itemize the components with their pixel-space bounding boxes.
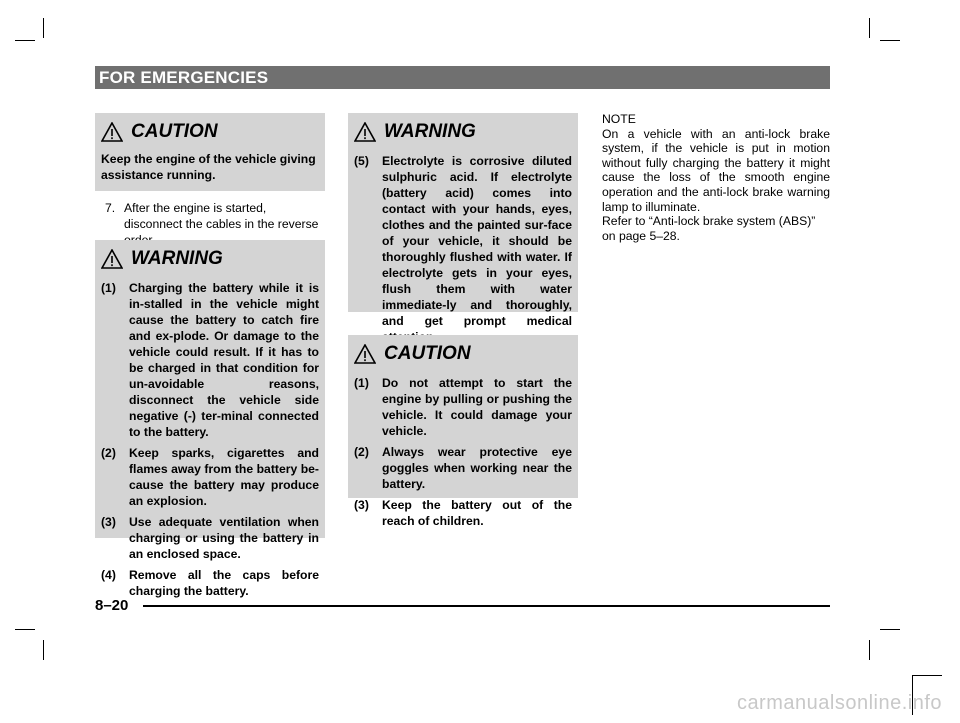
warning-list [101, 280, 319, 599]
section-title: FOR EMERGENCIES [99, 68, 269, 87]
step-number: 7. [105, 201, 116, 215]
warning-box [95, 240, 325, 598]
caution-box [95, 113, 325, 191]
footer-rule [143, 605, 830, 607]
list-item: (4) Remove all the caps before charging the battery. [101, 568, 319, 598]
section-header [95, 66, 830, 89]
crop-mark [43, 18, 44, 38]
warning-box [348, 113, 578, 328]
list-item: (3) Use adequate ventilation when charging or using the battery in an enclosed space. [101, 515, 319, 561]
warning-list [354, 153, 572, 345]
note-text: On a vehicle with an anti-lock brake system, if the vehicle is put in motion without fully charging the battery it might cause the loss of the smooth engine operation and the anti-lock brake warning lamp to illuminate. [602, 126, 830, 214]
warning-triangle-icon [101, 249, 123, 269]
list-item: (1) Charging the battery while it is in-stalled in the vehicle might cause the battery to catch fire and ex-plode. Or damage to the vehicle could result. If it has to be charged in that condition for un-avoidable reasons, disconnect the vehicle side negative (-) ter-minal connected to the battery. [101, 281, 319, 439]
crop-mark [869, 18, 870, 38]
caution-list [354, 375, 572, 529]
crop-mark [880, 629, 900, 630]
list-item: (1) Do not attempt to start the engine by pulling or pushing the vehicle. It could damage your vehicle. [354, 376, 572, 438]
step-text: After the engine is started, disconnect the cables in the reverse [124, 201, 319, 231]
crop-mark [912, 675, 942, 676]
crop-mark [15, 629, 35, 630]
page-number: 8–20 [95, 597, 129, 614]
note-block [602, 112, 830, 243]
warning-triangle-icon [354, 344, 376, 364]
list-item: (3) Keep the battery out of the reach of children. [354, 498, 572, 528]
watermark: carmanualsonline.info [736, 692, 942, 714]
warning-title: WARNING [131, 248, 223, 269]
caution-text: Keep the engine of the vehicle giving assistance running. [101, 152, 316, 182]
list-item: (2) Always wear protective eye goggles when working near the battery. [354, 445, 572, 491]
note-heading: NOTE [602, 112, 636, 126]
warning-triangle-icon [101, 122, 123, 142]
list-item: (2) Keep sparks, cigarettes and flames away from the battery be-cause the battery may produce an explosion. [101, 446, 319, 508]
crop-mark [880, 40, 900, 41]
crop-mark [15, 40, 35, 41]
caution-box [348, 335, 578, 528]
note-reference: Refer to “Anti-lock brake system (ABS)” on page 5–28. [602, 214, 816, 243]
caution-title: CAUTION [384, 343, 471, 364]
warning-triangle-icon [354, 122, 376, 142]
crop-mark [869, 640, 870, 660]
list-item: (5) Electrolyte is corrosive diluted sulphuric acid. If electrolyte (battery acid) comes into contact with your hands, eyes, clothes and the painted sur-face of your vehicle, it should be thoroughly flushed with water. If electrolyte gets in your eyes, flush them with water immediate-ly and thoroughly, and get prompt medical [354, 154, 572, 328]
warning-title: WARNING [384, 121, 476, 142]
caution-title: CAUTION [131, 121, 218, 142]
crop-mark [43, 640, 44, 660]
